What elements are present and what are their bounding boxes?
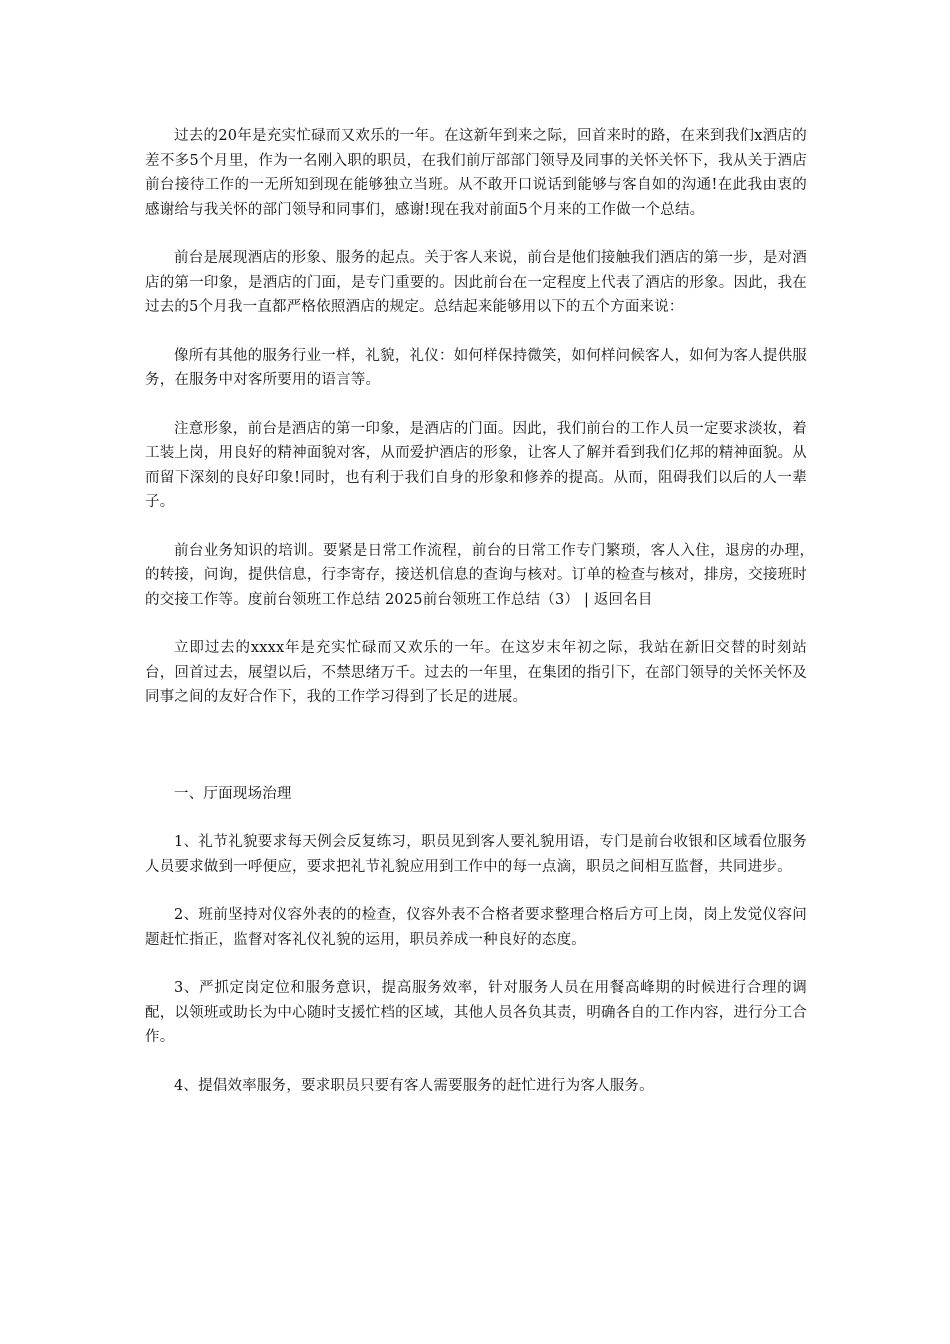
paragraph-spacer <box>145 612 807 636</box>
list-item-2: 2、班前坚持对仪容外表的的检查，仪容外表不合格者要求整理合格后方可上岗，岗上发觉仪容问题赶忙指正，监督对客礼仪礼貌的运用，职员养成一种良好的态度。 <box>145 907 807 948</box>
list-item-4: 4、提倡效率服务，要求职员只要有客人需要服务的赶忙进行为客人服务。 <box>174 1077 654 1094</box>
paragraph-etiquette: 像所有其他的服务行业一样，礼貌，礼仪：如何样保持微笑，如何样问候客人，如何为客人提供服务，在服务中对客所要用的语言等。 <box>145 347 807 388</box>
paragraph-spacer <box>145 1050 807 1074</box>
paragraph-training: 前台业务知识的培训。要紧是日常工作流程，前台的日常工作专门繁琐，客人入住，退房的办理， 的转接，问询，提供信息，行李寄存，接送机信息的查询与核对。订单的检查与核对，排房，交接班时的交接工作等。度前台领班工作总结 2025前台领班工作总结（3） | 返回名目 <box>145 542 822 608</box>
paragraph-spacer <box>145 393 807 417</box>
paragraph-spacer <box>145 879 807 903</box>
document-body <box>145 124 822 1098</box>
section-heading: 一、厅面现场治理 <box>174 785 292 802</box>
list-item-3: 3、严抓定岗定位和服务意识，提高服务效率，针对服务人员在用餐高峰期的时候进行合理的调配，以领班或助长为中心随时支援忙档的区域，其他人员各负其责，明确各自的工作内容，进行分工合作。 <box>145 980 807 1045</box>
paragraph-spacer <box>145 806 807 830</box>
paragraph-spacer <box>145 952 807 976</box>
paragraph-spacer <box>145 222 807 246</box>
paragraph-spacer <box>145 320 807 344</box>
list-item-1: 1、礼节礼貌要求每天例会反复练习，职员见到客人要礼貌用语，专门是前台收银和区域看位服务人员要求做到一呼便应，要求把礼节礼貌应用到工作中的每一点滴，职员之间相互监督，共同进步。 <box>145 834 807 875</box>
paragraph-image: 注意形象，前台是酒店的第一印象，是酒店的门面。因此，我们前台的工作人员一定要求淡妆，着工装上岗，用良好的精神面貌对客，从而爱护酒店的形象，让客人了解并看到我们亿邦的精神面貌。从而留下深刻的良好印象!同时，也有利于我们自身的形象和修养的提高。从而，阻碍我们以后的人一辈子。 <box>145 420 807 510</box>
paragraph-front-desk-role: 前台是展现酒店的形象、服务的起点。关于客人来说，前台是他们接触我们酒店的第一步，是对酒店的第一印象，是酒店的门面，是专门重要的。因此前台在一定程度上代表了酒店的形象。因此，我在过去的5个月我一直都严格依照酒店的规定。总结起来能够用以下的五个方面来说： <box>145 250 807 315</box>
paragraph-intro: 过去的20年是充实忙碌而又欢乐的一年。在这新年到来之际，回首来时的路，在来到我们x酒店的差不多5个月里，作为一名刚入职的职员，在我们前厅部部门领导及同事的关怀关怀下，我从关于酒店前台接待工作的一无所知到现在能够独立当班。从不敢开口说话到能够与客自如的沟通!在此我由衷的感谢给与我关怀的部门领导和同事们，感谢!现在我对前面5个月来的工作做一个总结。 <box>145 128 807 218</box>
paragraph-spacer <box>145 515 807 539</box>
section-spacer <box>145 710 807 782</box>
paragraph-year-review: 立即过去的xxxx年是充实忙碌而又欢乐的一年。在这岁末年初之际，我站在新旧交替的时刻站台，回首过去，展望以后，不禁思绪万千。过去的一年里，在集团的指引下，在部门领导的关怀关怀及同事之间的友好合作下，我的工作学习得到了长足的进展。 <box>145 640 807 705</box>
